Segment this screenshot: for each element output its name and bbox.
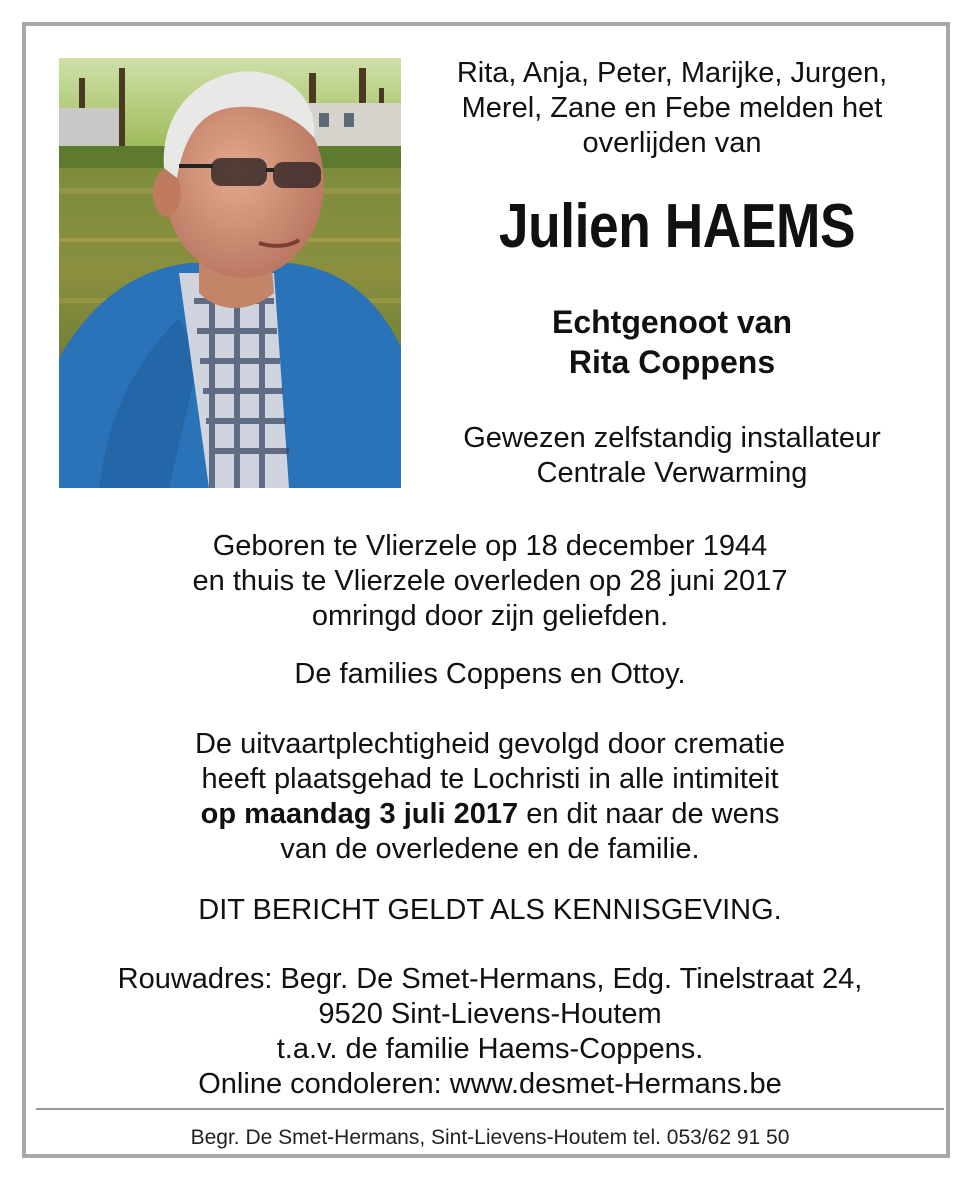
ceremony-info (60, 727, 920, 867)
ceremony-date: op maandag 3 juli 2017 (200, 798, 519, 830)
ceremony-line-rest: en dit naar de wens (518, 798, 780, 830)
spouse-line: Rita Coppens (568, 344, 776, 380)
address-line: Rouwadres: Begr. De Smet-Hermans, Edg. Tinelstraat 24, (117, 963, 863, 995)
birth-death-line: en thuis te Vlierzele overleden op 28 juni 2017 (192, 565, 788, 597)
address-line: t.a.v. de familie Haems-Coppens. (276, 1033, 704, 1065)
occupation (422, 421, 922, 491)
intro-line: overlijden van (582, 127, 762, 159)
intro-line: Merel, Zane en Febe melden het (461, 92, 883, 124)
birth-death-info (60, 529, 920, 634)
birth-death-line: Geboren te Vlierzele op 18 december 1944 (212, 530, 768, 562)
occupation-line: Gewezen zelfstandig installateur (463, 422, 881, 454)
address-line: 9520 Sint-Lievens-Houtem (318, 998, 662, 1030)
occupation-line: Centrale Verwarming (536, 457, 808, 489)
intro-announcement (422, 56, 922, 161)
portrait-photo (59, 58, 401, 488)
spouse-info (422, 302, 922, 382)
notice-line: DIT BERICHT GELDT ALS KENNISGEVING. (198, 894, 782, 926)
intro-line: Rita, Anja, Peter, Marijke, Jurgen, (456, 57, 888, 89)
ceremony-line (60, 797, 920, 832)
condolence-link[interactable]: Online condoleren: www.desmet-Hermans.be (198, 1068, 782, 1100)
ceremony-line: van de overledene en de familie. (280, 833, 700, 865)
deceased-name: Julien HAEMS (498, 192, 856, 261)
address-block (60, 962, 920, 1102)
birth-death-line: omringd door zijn geliefden. (311, 600, 669, 632)
ceremony-line: heeft plaatsgehad te Lochristi in alle intimiteit (201, 763, 779, 795)
ceremony-line: De uitvaartplechtigheid gevolgd door crematie (194, 728, 785, 760)
spouse-line: Echtgenoot van (551, 304, 792, 340)
footer-undertaker: Begr. De Smet-Hermans, Sint-Lievens-Houtem tel. 053/62 91 50 (190, 1126, 790, 1149)
footer-divider (36, 1108, 944, 1110)
families-line: De families Coppens en Ottoy. (294, 658, 686, 690)
